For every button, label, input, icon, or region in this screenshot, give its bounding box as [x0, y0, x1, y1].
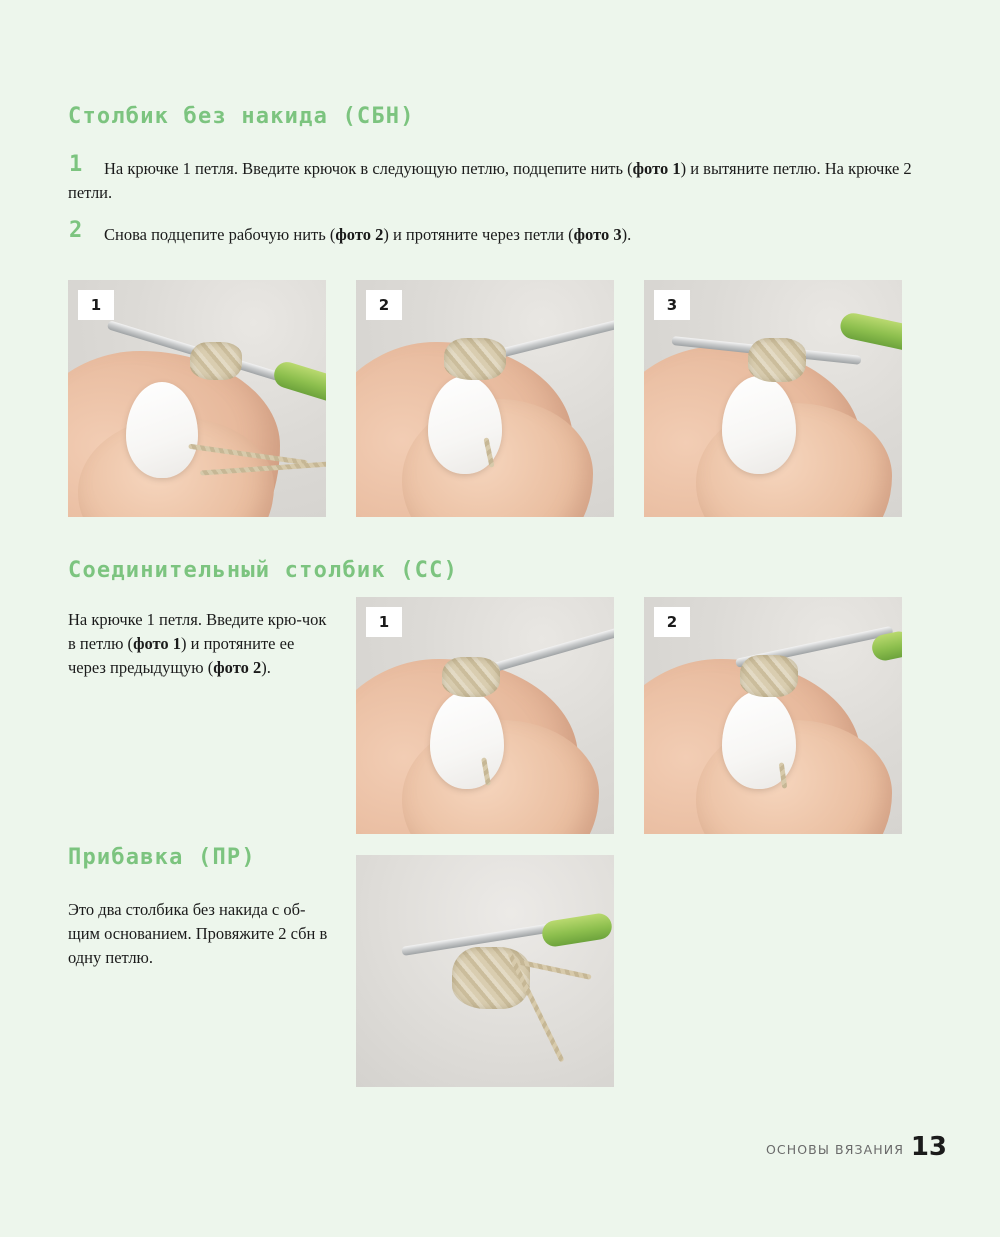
yarn-loop	[748, 338, 806, 382]
step-1-photo-ref-1: фото 1	[632, 159, 681, 178]
photo-badge: 3	[654, 290, 690, 320]
step-text-1	[68, 157, 933, 205]
yarn-loop	[444, 338, 506, 380]
section-title-ss: Соединительный столбик (СС)	[68, 558, 459, 583]
page-number: 13	[910, 1132, 947, 1162]
photo-ss-1	[356, 597, 614, 834]
step-2-part-c: ).	[621, 225, 632, 244]
fingernail	[126, 382, 198, 478]
photo-badge: 1	[366, 607, 402, 637]
ss-photo-ref-2: фото 2	[213, 657, 262, 677]
ss-part-b: ) и протяните ее через предыдущую (	[68, 633, 295, 677]
ss-part-c: ).	[261, 657, 271, 677]
footer-label: ОСНОВЫ ВЯЗАНИЯ	[765, 1142, 904, 1157]
photo-badge: 1	[78, 290, 114, 320]
step-2-photo-ref-3: фото 3	[573, 225, 622, 244]
ss-part-a: На крючке 1 петля. Введите крю-чок в петлю (	[68, 610, 327, 653]
photo-sbn-1	[68, 280, 326, 517]
ss-photo-ref-1: фото 1	[133, 633, 182, 653]
step-text-2	[68, 223, 933, 247]
step-number-1: 1	[69, 152, 83, 177]
step-2-part-a: Снова подцепите рабочую нить (	[104, 225, 336, 244]
step-2-part-b: ) и протяните через петли (	[383, 225, 574, 244]
fingernail	[722, 376, 796, 474]
yarn-loop	[190, 342, 242, 380]
photo-pr-1	[356, 855, 614, 1087]
step-1-part-b: ) и вытяните петлю. На крючке 2 петли.	[68, 159, 912, 202]
yarn-loop	[740, 655, 798, 697]
step-2-photo-ref-2: фото 2	[335, 225, 384, 244]
photo-ss-2	[644, 597, 902, 834]
section-title-sbn: Столбик без накида (СБН)	[68, 104, 415, 129]
step-number-2: 2	[69, 218, 83, 243]
section-title-pr: Прибавка (ПР)	[68, 845, 256, 870]
photo-sbn-2	[356, 280, 614, 517]
step-1-part-a: На крючке 1 петля. Введите крючок в следующую петлю, подцепите нить (	[104, 159, 633, 178]
paragraph-pr: Это два столбика без накида с об-щим основанием. Провяжите 2 сбн в одну петлю.	[68, 900, 328, 967]
photo-badge: 2	[366, 290, 402, 320]
paragraph-ss	[68, 608, 330, 680]
photo-sbn-3	[644, 280, 902, 517]
photo-badge: 2	[654, 607, 690, 637]
fingernail	[430, 691, 504, 789]
yarn-loop	[442, 657, 500, 697]
